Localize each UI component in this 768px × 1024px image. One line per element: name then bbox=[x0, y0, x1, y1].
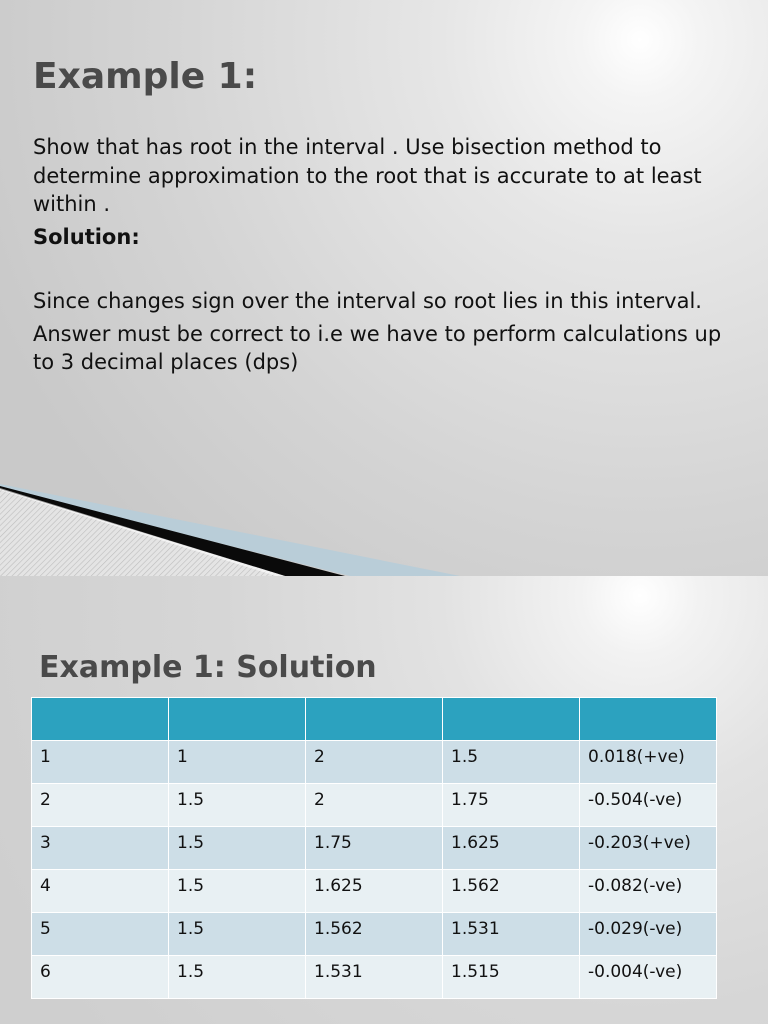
table-row bbox=[32, 913, 717, 956]
slide-title: Example 1: bbox=[33, 56, 258, 97]
table-cell: 1.5 bbox=[169, 827, 306, 870]
table-cell: 1.5 bbox=[169, 956, 306, 999]
table-cell: 1.75 bbox=[443, 784, 580, 827]
bisection-table bbox=[31, 697, 717, 999]
table-header-cell bbox=[32, 698, 169, 741]
table-cell: 2 bbox=[306, 784, 443, 827]
spacer bbox=[33, 251, 733, 287]
table-cell: -0.203(+ve) bbox=[580, 827, 717, 870]
table-cell: 5 bbox=[32, 913, 169, 956]
table-cell: 1.5 bbox=[169, 913, 306, 956]
table-cell: 4 bbox=[32, 870, 169, 913]
table-cell: 0.018(+ve) bbox=[580, 741, 717, 784]
problem-statement: Show that has root in the interval . Use bisection method to determine approximation to the root that is accurate to at least within . bbox=[33, 135, 702, 216]
table-cell: 1.515 bbox=[443, 956, 580, 999]
solution-title: Example 1: Solution bbox=[39, 650, 377, 685]
table-header-cell bbox=[306, 698, 443, 741]
table-cell: 1.531 bbox=[443, 913, 580, 956]
table-cell: -0.504(-ve) bbox=[580, 784, 717, 827]
table-cell: 1.5 bbox=[169, 784, 306, 827]
table-cell: 1 bbox=[32, 741, 169, 784]
table-header-row bbox=[32, 698, 717, 741]
decorative-swoosh bbox=[0, 480, 768, 576]
solution-label: Solution: bbox=[33, 224, 140, 249]
table-cell: 2 bbox=[306, 741, 443, 784]
table-row bbox=[32, 827, 717, 870]
table-cell: 1.625 bbox=[443, 827, 580, 870]
table-cell: 1.75 bbox=[306, 827, 443, 870]
table-cell: -0.082(-ve) bbox=[580, 870, 717, 913]
table-cell: -0.029(-ve) bbox=[580, 913, 717, 956]
table-cell: 2 bbox=[32, 784, 169, 827]
slide-2 bbox=[0, 576, 768, 1024]
table-cell: 6 bbox=[32, 956, 169, 999]
table-row bbox=[32, 741, 717, 784]
table-cell: 3 bbox=[32, 827, 169, 870]
table-cell: 1.562 bbox=[306, 913, 443, 956]
table-header-cell bbox=[443, 698, 580, 741]
table-cell: -0.004(-ve) bbox=[580, 956, 717, 999]
table-cell: 1.531 bbox=[306, 956, 443, 999]
table-cell: 1.625 bbox=[306, 870, 443, 913]
table-cell: 1.562 bbox=[443, 870, 580, 913]
sign-change-statement: Since changes sign over the interval so root lies in this interval. bbox=[33, 289, 702, 313]
table-row bbox=[32, 784, 717, 827]
table-header-cell bbox=[169, 698, 306, 741]
table-row bbox=[32, 870, 717, 913]
table-row bbox=[32, 956, 717, 999]
table-header-cell bbox=[580, 698, 717, 741]
table-cell: 1.5 bbox=[443, 741, 580, 784]
accuracy-statement: Answer must be correct to i.e we have to perform calculations up to 3 decimal places (dps) bbox=[33, 321, 722, 374]
slide-body bbox=[33, 133, 733, 377]
table-cell: 1.5 bbox=[169, 870, 306, 913]
table-cell: 1 bbox=[169, 741, 306, 784]
